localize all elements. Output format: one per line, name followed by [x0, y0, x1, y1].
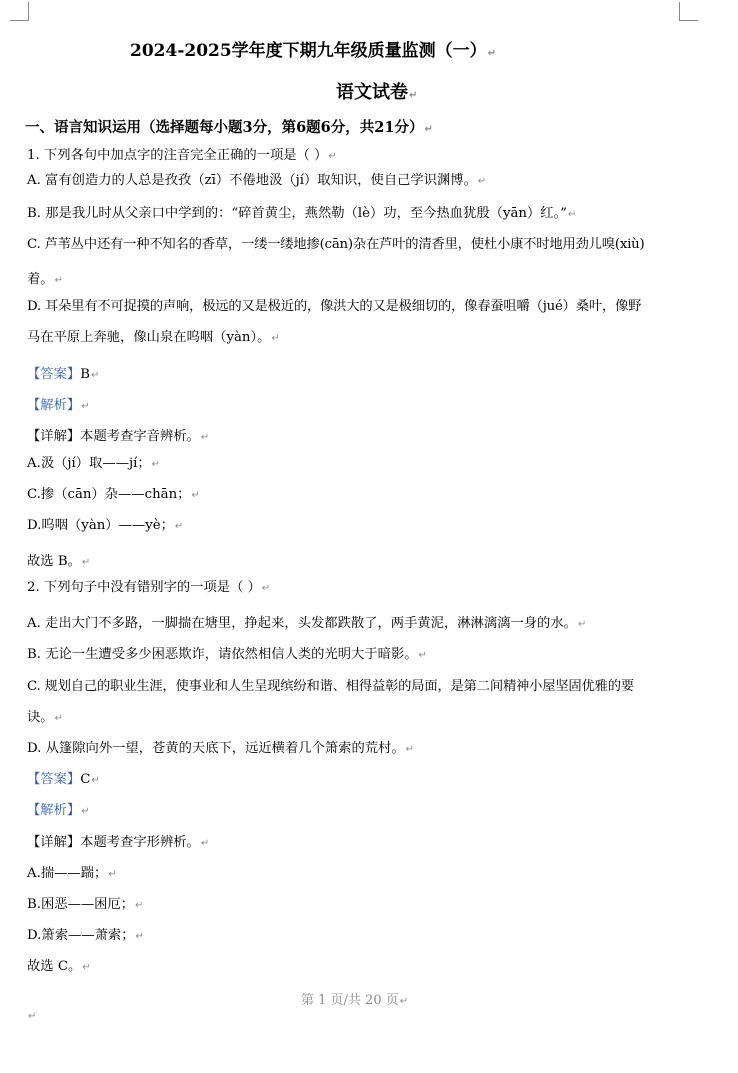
section-heading: 一、语言知识运用（选择题每小题3分，第6题6分，共21分）↵ [25, 119, 433, 136]
q2-stem: 2. 下列句子中没有错别字的一项是（ ）↵ [27, 580, 271, 595]
q1-note-a: A.汲（jí）取——jí；↵ [27, 456, 161, 471]
q2-option-b: B. 无论一生遭受多少困恶欺诈，请依然相信人类的光明大于暗影。↵ [27, 647, 427, 662]
q1-option-c-line2: 着。↵ [27, 272, 63, 287]
q2-option-d: D. 从篷隙向外一望，苍黄的天底下，远近横着几个箫索的荒村。↵ [27, 741, 415, 756]
q2-answer: 【答案】C↵ [27, 772, 100, 787]
page-footer: 第 1 页/共 20 页↵ [301, 993, 409, 1008]
q2-note-b: B.困恶——困厄；↵ [27, 897, 144, 912]
q1-note-c: C.掺（cān）杂——chān；↵ [27, 487, 200, 502]
q2-detail: 【详解】本题考查字形辨析。↵ [27, 835, 210, 850]
q1-option-c-line1: C. 芦苇丛中还有一种不知名的香草，一缕一缕地掺(cān)杂在芦叶的清香里，使杜小康不时地用劲儿嗅(xiù) [27, 237, 645, 252]
q1-option-b: B. 那是我儿时从父亲口中学到的：“碎首黄尘，燕然勒（lè）功，至今热血犹殷（yān）红。”↵ [27, 206, 577, 221]
q1-analysis-label: 【解析】↵ [27, 398, 90, 413]
q1-stem: 1. 下列各句中加点字的注音完全正确的一项是（ ）↵ [27, 148, 337, 163]
q1-option-d-line2: 马在平原上奔驰，像山泉在呜咽（yàn）。↵ [27, 330, 280, 345]
q1-detail: 【详解】本题考查字音辨析。↵ [27, 429, 210, 444]
document-title: 2024-2025学年度下期九年级质量监测（一）↵ [130, 41, 497, 61]
q2-option-a: A. 走出大门不多路，一脚揣在塘里，挣起来，头发都跌散了，两手黄泥，淋淋漓漓一身的水。↵ [27, 616, 587, 631]
q1-conclusion: 故选 B。↵ [27, 554, 91, 569]
q1-note-d: D.呜咽（yàn）——yè；↵ [27, 518, 184, 533]
q2-conclusion: 故选 C。↵ [27, 959, 91, 974]
trailing-paragraph-mark: ↵ [28, 1011, 37, 1022]
q2-option-c-line2: 诀。↵ [27, 710, 63, 725]
q1-option-a: A. 富有创造力的人总是孜孜（zī）不倦地汲（jí）取知识，使自己学识渊博。↵ [27, 173, 487, 188]
q1-option-d-line1: D. 耳朵里有不可捉摸的声响，极远的又是极近的，像洪大的又是极细切的，像春蚕咀嚼（jué）桑叶，像野 [27, 299, 642, 314]
q2-note-a: A.揣——踹；↵ [27, 866, 117, 881]
crop-mark-top-left [10, 2, 29, 21]
q2-option-c-line1: C. 规划自己的职业生涯，使事业和人生呈现缤纷和谐、相得益彰的局面，是第二间精神小屋坚固优雅的要 [27, 679, 634, 694]
crop-mark-top-right [679, 2, 698, 21]
document-subtitle: 语文试卷↵ [336, 82, 418, 103]
q2-note-d: D.箫索——萧索；↵ [27, 928, 144, 943]
q2-analysis-label: 【解析】↵ [27, 803, 90, 818]
q1-answer: 【答案】B↵ [27, 367, 100, 382]
